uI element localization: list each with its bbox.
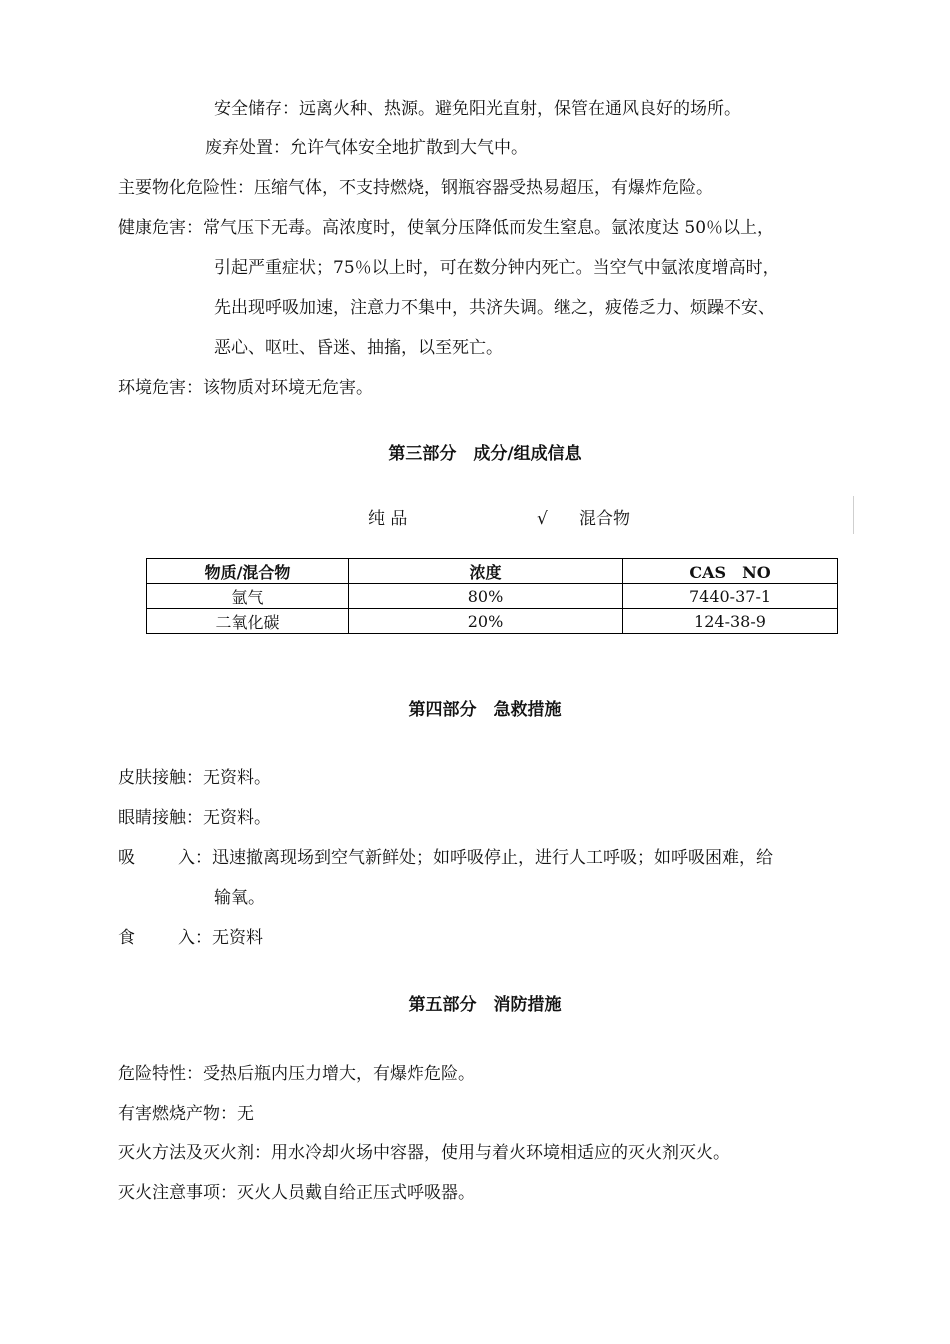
header-substance: 物质/混合物 (147, 559, 349, 584)
cell-cas: 124-38-9 (623, 609, 838, 634)
ingest-line (118, 927, 263, 949)
notes-label: 灭火注意事项： (118, 1183, 237, 1203)
composition-table (146, 558, 838, 634)
cell-cas: 7440-37-1 (623, 584, 838, 609)
combustion-text: 无 (237, 1104, 254, 1124)
inhale-text-1: 迅速撤离现场到空气新鲜处；如呼吸停止，进行人工呼吸；如呼吸困难，给 (212, 848, 773, 868)
pure-label: 纯 品 (368, 509, 408, 529)
inhale-label-char1: 吸 (118, 848, 135, 868)
inhale-label-char2: 入： (178, 848, 212, 868)
health-line-4: 恶心、呕吐、昏迷、抽搐，以至死亡。 (214, 338, 503, 358)
inhale-line-2: 输氧。 (214, 888, 265, 908)
health-line-3: 先出现呼吸加速，注意力不集中，共济失调。继之，疲倦乏力、烦躁不安、 (214, 298, 775, 318)
cell-concentration: 20% (349, 609, 623, 634)
storage-label: 安全储存： (214, 99, 299, 119)
combustion-line (118, 1103, 254, 1125)
section3-title: 第三部分 成分/组成信息 (388, 444, 582, 464)
table-row (147, 584, 838, 609)
cell-concentration: 80% (349, 584, 623, 609)
physchem-text: 压缩气体，不支持燃烧，钢瓶容器受热易超压，有爆炸危险。 (254, 178, 713, 198)
disposal-text: 允许气体安全地扩散到大气中。 (290, 138, 528, 158)
hazard-label: 危险特性： (118, 1064, 203, 1084)
method-line (118, 1142, 730, 1164)
physchem-label: 主要物化危险性： (118, 178, 254, 198)
margin-divider (853, 496, 854, 534)
eye-text: 无资料。 (203, 808, 271, 828)
header-cas: CAS NO (623, 559, 838, 584)
notes-line (118, 1182, 475, 1204)
env-label: 环境危害： (118, 378, 203, 398)
table-row (147, 609, 838, 634)
hazard-line (118, 1063, 475, 1085)
mixture-label: 混合物 (579, 509, 630, 529)
env-text: 该物质对环境无危害。 (203, 378, 373, 398)
storage-text: 远离火种、热源。避免阳光直射，保管在通风良好的场所。 (299, 99, 741, 119)
eye-label: 眼睛接触： (118, 808, 203, 828)
method-text: 用水冷却火场中容器，使用与着火环境相适应的灭火剂灭火。 (271, 1143, 730, 1163)
skin-line (118, 767, 271, 789)
inhale-line-1 (118, 847, 773, 869)
cell-substance: 二氧化碳 (147, 609, 349, 634)
header-concentration: 浓度 (349, 559, 623, 584)
ingest-label-char1: 食 (118, 928, 135, 948)
storage-line (214, 98, 741, 120)
combustion-label: 有害燃烧产物： (118, 1104, 237, 1124)
section4-title: 第四部分 急救措施 (408, 700, 562, 720)
disposal-label: 废弃处置： (205, 138, 290, 158)
physchem-line (118, 177, 713, 199)
skin-label: 皮肤接触： (118, 768, 203, 788)
health-line-1 (118, 217, 774, 239)
env-line (118, 377, 373, 399)
check-mark: √ (537, 509, 548, 529)
section5-title: 第五部分 消防措施 (408, 995, 562, 1015)
disposal-line (205, 137, 528, 159)
cell-substance: 氩气 (147, 584, 349, 609)
health-label: 健康危害： (118, 218, 203, 238)
notes-text: 灭火人员戴自给正压式呼吸器。 (237, 1183, 475, 1203)
table-header-row (147, 559, 838, 584)
health-text-1: 常气压下无毒。高浓度时，使氧分压降低而发生窒息。氩浓度达 50％以上， (203, 218, 775, 238)
eye-line (118, 807, 271, 829)
method-label: 灭火方法及灭火剂： (118, 1143, 271, 1163)
ingest-text: 无资料 (212, 928, 263, 948)
hazard-text: 受热后瓶内压力增大，有爆炸危险。 (203, 1064, 475, 1084)
ingest-label-char2: 入： (178, 928, 212, 948)
health-line-2: 引起严重症状；75％以上时，可在数分钟内死亡。当空气中氩浓度增高时， (214, 258, 780, 278)
skin-text: 无资料。 (203, 768, 271, 788)
